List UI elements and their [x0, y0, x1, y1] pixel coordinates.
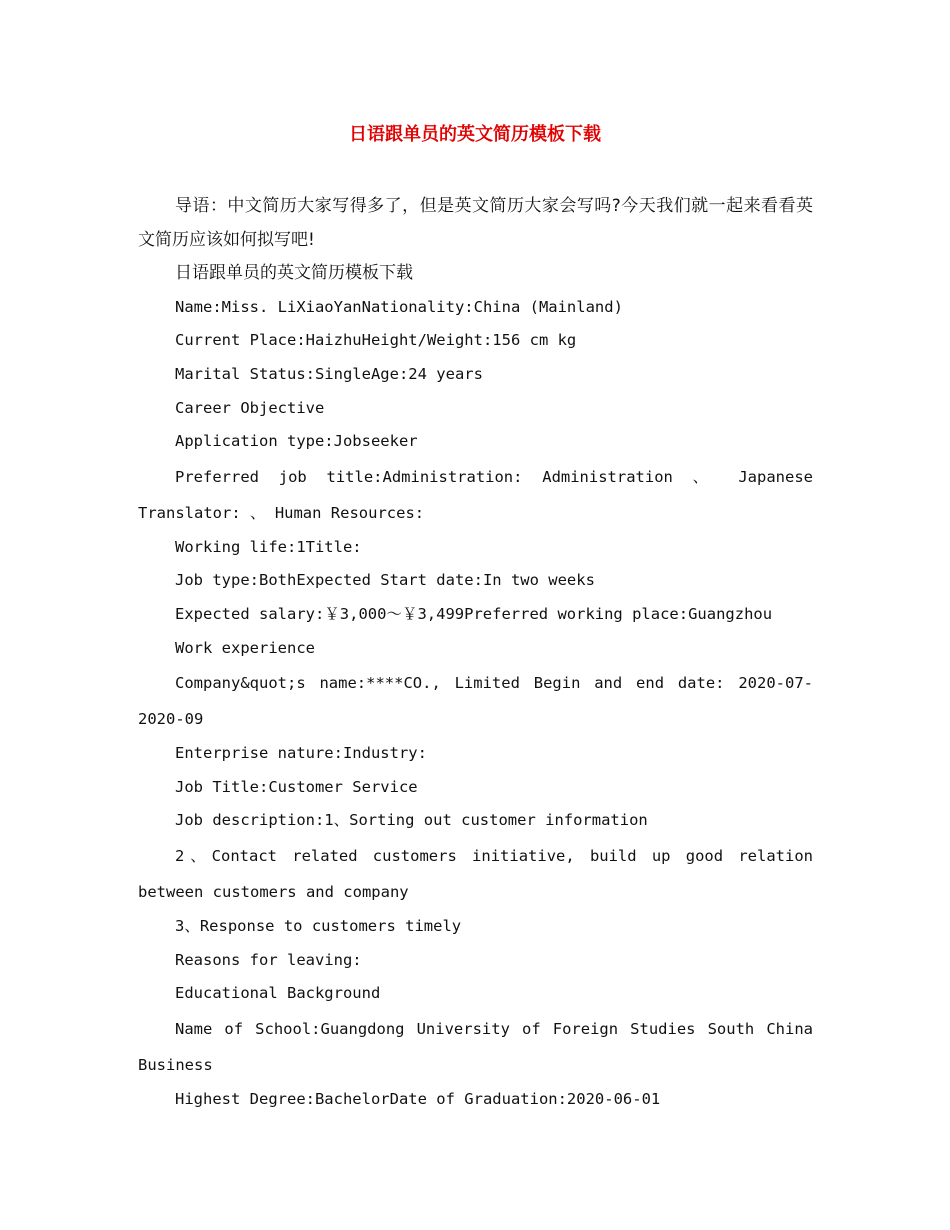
job-title-line: Job Title:Customer Service	[175, 777, 418, 796]
document-title: 日语跟单员的英文简历模板下载	[349, 124, 601, 145]
section-career-objective: Career Objective	[175, 398, 325, 417]
name-line: Name:Miss. LiXiaoYanNationality:China (Mainland)	[175, 297, 623, 316]
company-line: Company&quot;s name:****CO., Limited Begin and end date: 2020-07-2020-09	[138, 674, 813, 729]
section-work-experience: Work experience	[175, 638, 315, 657]
job-description-line: Job description:1、Sorting out customer information	[175, 811, 648, 830]
application-type-line: Application type:Jobseeker	[175, 432, 418, 451]
subtitle-paragraph: 日语跟单员的英文简历模板下载	[175, 263, 413, 284]
job-type-line: Job type:BothExpected Start date:In two weeks	[175, 571, 595, 590]
expected-salary-line: Expected salary:￥3,000～￥3,499Preferred working place:Guangzhou	[175, 604, 773, 623]
enterprise-nature-line: Enterprise nature:Industry:	[175, 744, 427, 763]
intro-paragraph: 导语：中文简历大家写得多了，但是英文简历大家会写吗?今天我们就一起来看看英文简历应该如何拟写吧!	[138, 196, 813, 250]
working-life-line: Working life:1Title:	[175, 537, 362, 556]
job-description-item-2: 2、Contact related customers initiative, build up good relation between customers and company	[138, 846, 813, 901]
document-body	[138, 190, 813, 1116]
marital-line: Marital Status:SingleAge:24 years	[175, 364, 483, 383]
school-name-line: Name of School:Guangdong University of Foreign Studies South China Business	[138, 1019, 813, 1074]
reasons-for-leaving-line: Reasons for leaving:	[175, 950, 362, 969]
place-line: Current Place:HaizhuHeight/Weight:156 cm kg	[175, 331, 577, 350]
section-educational-background: Educational Background	[175, 984, 381, 1003]
job-description-item-3: 3、Response to customers timely	[175, 916, 462, 935]
preferred-job-line: Preferred job title:Administration: Administration 、 Japanese Translator: 、 Human Resources:	[138, 467, 813, 522]
highest-degree-line: Highest Degree:BachelorDate of Graduation:2020-06-01	[175, 1089, 661, 1108]
